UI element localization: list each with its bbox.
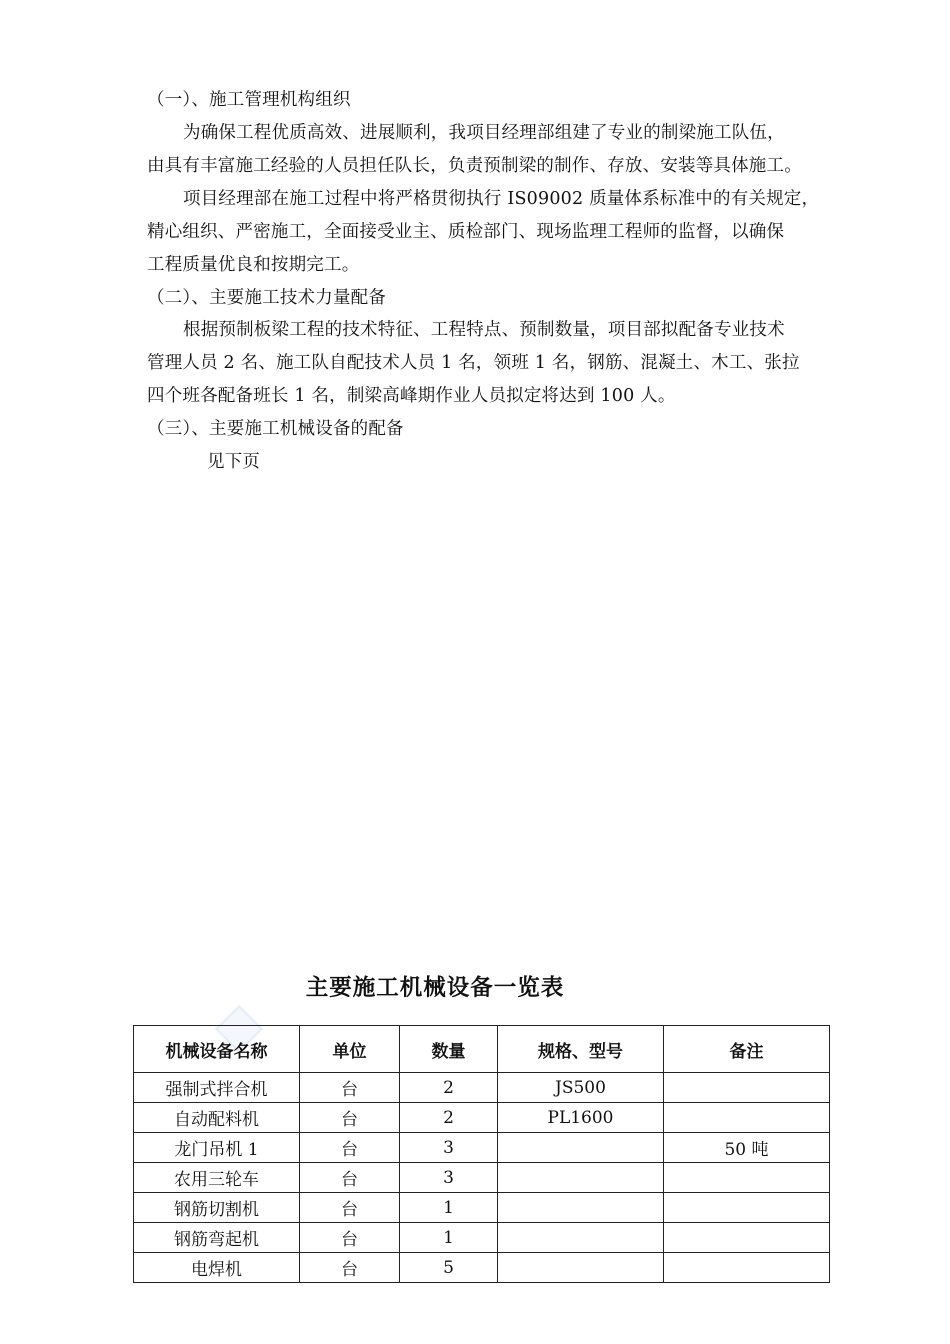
cell-remarks [664,1223,830,1253]
section-heading-3: （三）、主要施工机械设备的配备 [147,419,404,439]
cell-unit: 台 [300,1253,400,1283]
cell-model [498,1163,664,1193]
column-header-quantity: 数量 [400,1026,498,1073]
column-header-unit: 单位 [300,1026,400,1073]
table-title: 主要施工机械设备一览表 [305,975,565,1001]
cell-remarks: 50 吨 [664,1133,830,1163]
table-row [134,1163,830,1193]
paragraph-line: 由具有丰富施工经验的人员担任队长，负责预制梁的制作、存放、安装等具体施工。 [147,156,802,176]
cell-name: 强制式拌合机 [134,1073,300,1103]
section-heading-1: （一）、施工管理机构组织 [147,90,351,110]
paragraph-line: 精心组织、严密施工，全面接受业主、质检部门、现场监理工程师的监督，以确保 [147,222,785,242]
cell-unit: 台 [300,1133,400,1163]
cell-remarks [664,1253,830,1283]
cell-model: PL1600 [498,1103,664,1133]
paragraph-line: 工程质量优良和按期完工。 [147,255,360,275]
cell-quantity: 3 [400,1163,498,1193]
cell-unit: 台 [300,1223,400,1253]
column-header-model: 规格、型号 [498,1026,664,1073]
cell-remarks [664,1073,830,1103]
cell-quantity: 1 [400,1193,498,1223]
cell-remarks [664,1193,830,1223]
cell-name: 钢筋弯起机 [134,1223,300,1253]
cell-unit: 台 [300,1103,400,1133]
cell-model: JS500 [498,1073,664,1103]
paragraph-line: 根据预制板梁工程的技术特征、工程特点、预制数量，项目部拟配备专业技术 [183,320,785,340]
table-row [134,1193,830,1223]
cell-name: 自动配料机 [134,1103,300,1133]
cell-unit: 台 [300,1193,400,1223]
paragraph-line: 管理人员 2 名、施工队自配技术人员 1 名，领班 1 名，钢筋、混凝土、木工、张拉 [147,353,800,373]
section-heading-2: （二）、主要施工技术力量配备 [147,288,387,308]
table-row [134,1253,830,1283]
see-next-page-note: 见下页 [207,452,261,472]
column-header-remarks: 备注 [664,1026,830,1073]
cell-name: 钢筋切割机 [134,1193,300,1223]
cell-unit: 台 [300,1073,400,1103]
table-row [134,1133,830,1163]
cell-model [498,1193,664,1223]
cell-remarks [664,1103,830,1133]
cell-name: 农用三轮车 [134,1163,300,1193]
paragraph-line: 项目经理部在施工过程中将严格贯彻执行 IS09002 质量体系标准中的有关规定， [183,189,820,209]
cell-quantity: 5 [400,1253,498,1283]
cell-model [498,1133,664,1163]
paragraph-line: 四个班各配备班长 1 名，制梁高峰期作业人员拟定将达到 100 人。 [147,386,676,406]
cell-model [498,1253,664,1283]
cell-name: 电焊机 [134,1253,300,1283]
column-header-name: 机械设备名称 [134,1026,300,1073]
cell-quantity: 2 [400,1073,498,1103]
table-row [134,1073,830,1103]
cell-remarks [664,1163,830,1193]
table-row [134,1103,830,1133]
cell-unit: 台 [300,1163,400,1193]
cell-quantity: 1 [400,1223,498,1253]
cell-name: 龙门吊机 1 [134,1133,300,1163]
paragraph-line: 为确保工程优质高效、进展顺利，我项目经理部组建了专业的制梁施工队伍， [183,123,785,143]
table-header-row [134,1026,830,1073]
equipment-table [133,1025,830,1283]
cell-model [498,1223,664,1253]
table-row [134,1223,830,1253]
cell-quantity: 3 [400,1133,498,1163]
cell-quantity: 2 [400,1103,498,1133]
